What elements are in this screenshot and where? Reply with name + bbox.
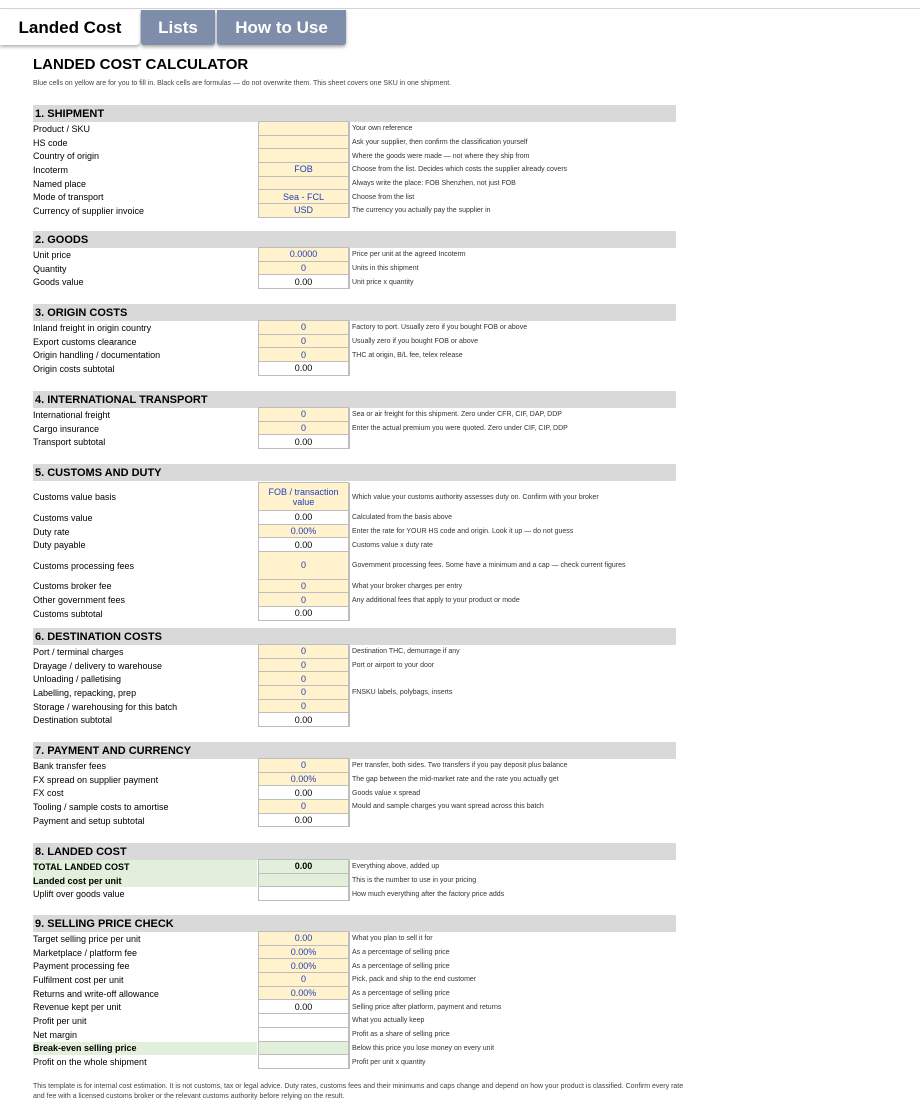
row-label: Drayage / delivery to warehouse [33, 660, 163, 671]
row-note: Usually zero if you bought FOB or above [349, 335, 676, 349]
row-label: Other government fees [33, 595, 126, 606]
row-note: As a percentage of selling price [349, 946, 676, 960]
row-label: Inland freight in origin country [33, 322, 152, 333]
table-row [33, 580, 676, 594]
row-label: Storage / warehousing for this batch [33, 701, 178, 712]
table-row [33, 1042, 676, 1056]
table-row [33, 645, 676, 659]
inland-freight-input[interactable]: 0 [258, 320, 349, 335]
fulfilment-cost-input[interactable]: 0 [258, 972, 349, 987]
row-label: Duty payable [33, 540, 86, 551]
table-row [33, 408, 676, 422]
row-label: Profit on the whole shipment [33, 1057, 147, 1068]
port-terminal-charges-input[interactable]: 0 [258, 644, 349, 659]
section-origin-costs [33, 304, 676, 376]
row-note: How much everything after the factory price adds [349, 887, 676, 901]
break-even-price-cell [258, 1041, 349, 1056]
row-note: Price per unit at the agreed Incoterm [349, 248, 676, 262]
table-row [33, 773, 676, 787]
table-row [33, 149, 676, 163]
table-row [33, 1000, 676, 1014]
row-label: TOTAL LANDED COST [33, 860, 257, 874]
table-row [33, 248, 676, 262]
row-note: The gap between the mid-market rate and the rate you actually get [349, 773, 676, 787]
customs-value-basis-select[interactable]: FOB / transaction value [258, 482, 349, 511]
destination-subtotal-cell: 0.00 [258, 712, 349, 727]
table-row [33, 136, 676, 150]
row-note: Which value your customs authority assesses duty on. Confirm with your broker [349, 483, 676, 511]
row-note: Ask your supplier, then confirm the classification yourself [349, 136, 676, 150]
row-note: Unit price x quantity [349, 275, 676, 289]
row-label: International freight [33, 409, 111, 420]
table-row [33, 593, 676, 607]
row-label: Customs value [33, 512, 93, 523]
row-label: Cargo insurance [33, 423, 100, 434]
row-label: Target selling price per unit [33, 933, 141, 944]
table-row [33, 607, 676, 621]
row-label: Unloading / palletising [33, 674, 122, 685]
bank-transfer-fees-input[interactable]: 0 [258, 758, 349, 773]
tab-how-to-use[interactable]: How to Use [217, 10, 346, 45]
unit-price-input[interactable]: 0.0000 [258, 247, 349, 262]
fx-cost-cell: 0.00 [258, 785, 349, 800]
row-label: FX cost [33, 788, 64, 799]
table-row [33, 177, 676, 191]
table-row [33, 190, 676, 204]
duty-payable-cell: 0.00 [258, 537, 349, 552]
row-label: Landed cost per unit [33, 874, 257, 888]
table-row [33, 348, 676, 362]
row-label: Currency of supplier invoice [33, 205, 145, 216]
origin-subtotal-cell: 0.00 [258, 361, 349, 376]
row-note: THC at origin, B/L fee, telex release [349, 348, 676, 362]
row-note: Selling price after platform, payment and returns [349, 1000, 676, 1014]
table-row [33, 659, 676, 673]
row-label: Labelling, repacking, prep [33, 687, 137, 698]
row-label: Export customs clearance [33, 336, 137, 347]
row-label: Incoterm [33, 164, 69, 175]
customs-value-cell: 0.00 [258, 510, 349, 525]
section-heading: 4. INTERNATIONAL TRANSPORT [33, 391, 676, 408]
row-note: Your own reference [349, 122, 676, 136]
row-label: Payment processing fee [33, 961, 130, 972]
table-row [33, 321, 676, 335]
top-divider [0, 8, 920, 9]
row-note: Always write the place: FOB Shenzhen, not just FOB [349, 177, 676, 191]
row-note: Port or airport to your door [349, 659, 676, 673]
labelling-input[interactable]: 0 [258, 685, 349, 700]
row-note [349, 435, 676, 449]
goods-value-cell: 0.00 [258, 274, 349, 289]
product-sku-input[interactable] [258, 121, 349, 136]
revenue-kept-cell: 0.00 [258, 999, 349, 1014]
row-note: Per transfer, both sides. Two transfers if you pay deposit plus balance [349, 759, 676, 773]
row-note [349, 362, 676, 376]
row-note [349, 713, 676, 727]
table-row [33, 987, 676, 1001]
currency-select[interactable]: USD [258, 203, 349, 218]
origin-handling-input[interactable]: 0 [258, 347, 349, 362]
row-label: Break-even selling price [33, 1042, 257, 1056]
row-label: Duty rate [33, 526, 70, 537]
international-freight-input[interactable]: 0 [258, 407, 349, 422]
platform-fee-input[interactable]: 0.00% [258, 945, 349, 960]
row-note [349, 607, 676, 621]
storage-input[interactable]: 0 [258, 699, 349, 714]
customs-processing-fees-input[interactable]: 0 [258, 551, 349, 580]
other-government-fees-input[interactable]: 0 [258, 592, 349, 607]
payment-processing-fee-input[interactable]: 0.00% [258, 958, 349, 973]
row-label: Country of origin [33, 151, 100, 162]
row-label: Unit price [33, 249, 72, 260]
row-note [349, 814, 676, 828]
table-row [33, 860, 676, 874]
table-row [33, 713, 676, 727]
row-label: Customs value basis [33, 492, 117, 502]
named-place-input[interactable] [258, 176, 349, 191]
table-row [33, 163, 676, 177]
incoterm-select[interactable]: FOB [258, 162, 349, 177]
row-note: Choose from the list. Decides which costs the supplier already covers [349, 163, 676, 177]
section-heading: 6. DESTINATION COSTS [33, 628, 676, 645]
row-label: Payment and setup subtotal [33, 815, 145, 826]
row-note [349, 672, 676, 686]
row-note: What you actually keep [349, 1014, 676, 1028]
table-row [33, 362, 676, 376]
table-row [33, 552, 676, 580]
table-row [33, 946, 676, 960]
unloading-input[interactable]: 0 [258, 671, 349, 686]
row-note: Profit per unit x quantity [349, 1055, 676, 1069]
row-note: The currency you actually pay the supplier in [349, 204, 676, 218]
table-row [33, 262, 676, 276]
hs-code-input[interactable] [258, 135, 349, 150]
row-label: Customs broker fee [33, 581, 112, 592]
row-label: Goods value [33, 277, 84, 288]
row-note: What your broker charges per entry [349, 580, 676, 594]
row-note: Below this price you lose money on every unit [349, 1042, 676, 1056]
tab-landed-cost[interactable]: Landed Cost [0, 10, 140, 45]
row-label: Net margin [33, 1029, 78, 1040]
net-margin-cell [258, 1027, 349, 1042]
profit-whole-shipment-cell [258, 1054, 349, 1069]
row-label: Marketplace / platform fee [33, 947, 138, 958]
section-goods [33, 231, 676, 289]
table-row [33, 959, 676, 973]
table-row [33, 672, 676, 686]
section-international-transport [33, 391, 676, 449]
table-row [33, 335, 676, 349]
row-label: Fulfilment cost per unit [33, 974, 124, 985]
row-note: Units in this shipment [349, 262, 676, 276]
row-label: Port / terminal charges [33, 646, 124, 657]
row-label: Revenue kept per unit [33, 1002, 122, 1013]
section-payment-and-currency [33, 742, 676, 827]
table-row [33, 204, 676, 218]
row-note: This is the number to use in your pricing [349, 874, 676, 888]
section-selling-price-check [33, 915, 676, 1069]
row-note: Calculated from the basis above [349, 511, 676, 525]
row-note: What you plan to sell it for [349, 932, 676, 946]
section-heading: 3. ORIGIN COSTS [33, 304, 676, 321]
export-clearance-input[interactable]: 0 [258, 334, 349, 349]
row-note: Profit as a share of selling price [349, 1028, 676, 1042]
row-note: Destination THC, demurrage if any [349, 645, 676, 659]
duty-rate-input[interactable]: 0.00% [258, 524, 349, 539]
table-row [33, 800, 676, 814]
quantity-input[interactable]: 0 [258, 261, 349, 276]
row-label: Profit per unit [33, 1015, 87, 1026]
section-heading: 8. LANDED COST [33, 843, 676, 860]
cargo-insurance-input[interactable]: 0 [258, 421, 349, 436]
tooling-costs-input[interactable]: 0 [258, 799, 349, 814]
page-title: LANDED COST CALCULATOR [33, 56, 249, 73]
section-heading: 2. GOODS [33, 231, 676, 248]
row-label: Origin costs subtotal [33, 363, 115, 374]
returns-allowance-input[interactable]: 0.00% [258, 986, 349, 1001]
table-row [33, 973, 676, 987]
drayage-input[interactable]: 0 [258, 658, 349, 673]
row-label: FX spread on supplier payment [33, 774, 159, 785]
table-row [33, 874, 676, 888]
row-label: Product / SKU [33, 123, 91, 134]
profit-per-unit-cell [258, 1013, 349, 1028]
table-row [33, 435, 676, 449]
section-heading: 7. PAYMENT AND CURRENCY [33, 742, 676, 759]
row-label: Destination subtotal [33, 715, 113, 726]
table-row [33, 275, 676, 289]
row-note: Factory to port. Usually zero if you bought FOB or above [349, 321, 676, 335]
row-note: Mould and sample charges you want spread across this batch [349, 800, 676, 814]
customs-broker-fee-input[interactable]: 0 [258, 579, 349, 594]
row-note: FNSKU labels, polybags, inserts [349, 686, 676, 700]
row-note: Goods value x spread [349, 786, 676, 800]
row-label: Mode of transport [33, 192, 104, 203]
table-row [33, 887, 676, 901]
row-note: As a percentage of selling price [349, 987, 676, 1001]
table-row [33, 525, 676, 539]
row-note [349, 700, 676, 714]
transport-subtotal-cell: 0.00 [258, 434, 349, 449]
row-label: HS code [33, 137, 68, 148]
landed-cost-per-unit-cell [258, 873, 349, 888]
fx-spread-input[interactable]: 0.00% [258, 772, 349, 787]
row-label: Customs subtotal [33, 608, 103, 619]
total-landed-cost-cell: 0.00 [258, 859, 349, 874]
country-of-origin-input[interactable] [258, 148, 349, 163]
row-label: Returns and write-off allowance [33, 988, 159, 999]
section-landed-cost [33, 843, 676, 901]
table-row [33, 814, 676, 828]
table-row [33, 759, 676, 773]
row-label: Origin handling / documentation [33, 350, 161, 361]
row-note: Customs value x duty rate [349, 538, 676, 552]
table-row [33, 1014, 676, 1028]
section-heading: 9. SELLING PRICE CHECK [33, 915, 676, 932]
table-row [33, 686, 676, 700]
row-note: Choose from the list [349, 190, 676, 204]
row-note: Any additional fees that apply to your product or mode [349, 593, 676, 607]
table-row [33, 786, 676, 800]
row-note: Government processing fees. Some have a minimum and a cap — check current figures [349, 552, 676, 580]
table-row [33, 122, 676, 136]
row-label: Tooling / sample costs to amortise [33, 801, 169, 812]
row-label: Bank transfer fees [33, 760, 107, 771]
disclaimer-footer: This template is for internal cost estimation. It is not customs, tax or legal advice. Duty rates, customs fees and their minimums and caps change and depend on how your product is classified. Confirm every rate and fee with a licensed customs broker or the relevant customs authority before relying on the result. [33, 1083, 684, 1100]
table-row [33, 1028, 676, 1042]
row-note: Sea or air freight for this shipment. Zero under CFR, CIF, DAP, DDP [349, 408, 676, 422]
section-destination-costs [33, 628, 676, 727]
target-selling-price-input[interactable]: 0.00 [258, 931, 349, 946]
customs-subtotal-cell: 0.00 [258, 606, 349, 621]
table-row [33, 1055, 676, 1069]
table-row [33, 538, 676, 552]
payment-subtotal-cell: 0.00 [258, 813, 349, 828]
section-customs-and-duty [33, 464, 676, 621]
tab-lists[interactable]: Lists [141, 10, 215, 45]
table-row [33, 483, 676, 511]
table-row [33, 511, 676, 525]
table-row [33, 700, 676, 714]
row-note: Pick, pack and ship to the end customer [349, 973, 676, 987]
mode-of-transport-select[interactable]: Sea - FCL [258, 189, 349, 204]
row-note: Enter the actual premium you were quoted. Zero under CIF, CIP, DDP [349, 422, 676, 436]
row-note: Everything above, added up [349, 860, 676, 874]
row-label: Named place [33, 178, 87, 189]
row-note: As a percentage of selling price [349, 959, 676, 973]
table-row [33, 932, 676, 946]
row-label: Customs processing fees [33, 560, 135, 571]
row-label: Quantity [33, 263, 67, 274]
row-label: Uplift over goods value [33, 889, 125, 900]
section-heading: 5. CUSTOMS AND DUTY [33, 464, 676, 481]
row-note: Enter the rate for YOUR HS code and origin. Look it up — do not guess [349, 525, 676, 539]
uplift-cell [258, 886, 349, 901]
row-label: Transport subtotal [33, 437, 106, 448]
page-subtitle: Blue cells on yellow are for you to fill in. Black cells are formulas — do not overwrite them. This sheet covers one SKU in one shipment. [33, 80, 452, 87]
section-shipment [33, 105, 676, 218]
row-note: Where the goods were made — not where they ship from [349, 149, 676, 163]
table-row [33, 422, 676, 436]
section-heading: 1. SHIPMENT [33, 105, 676, 122]
